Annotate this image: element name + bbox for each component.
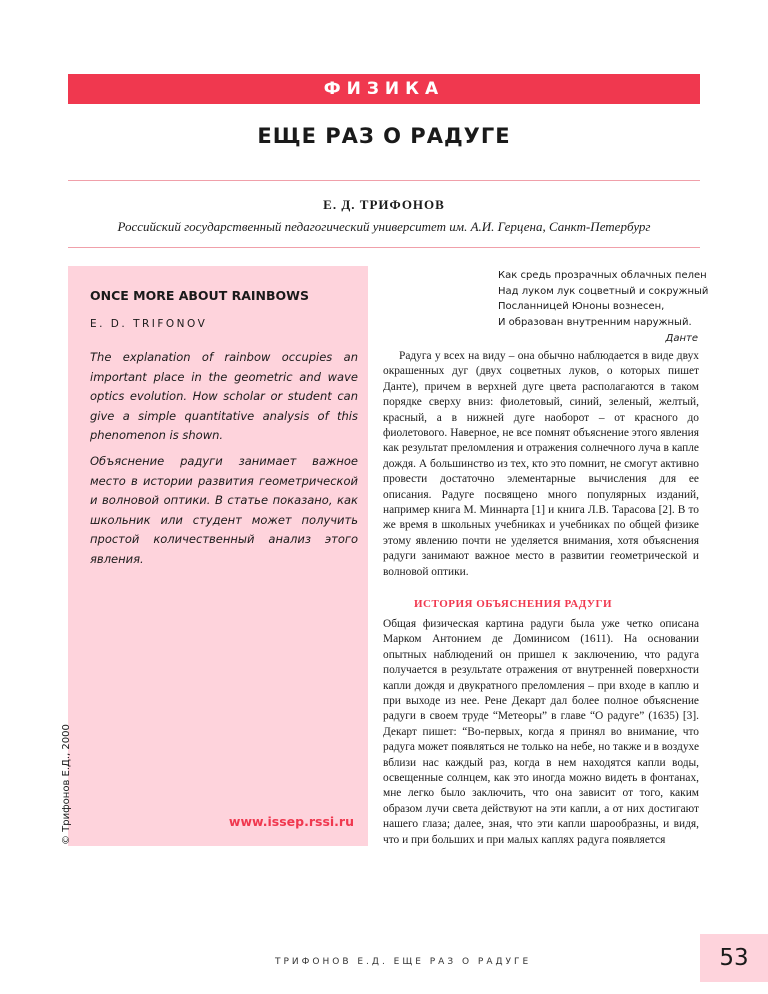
epigraph-line: Посланницей Юноны вознесен, bbox=[498, 301, 665, 313]
abstract-author: E. D. TRIFONOV bbox=[90, 318, 208, 330]
epigraph-line: И образован внутренним наружный. bbox=[498, 317, 692, 329]
section-heading: ИСТОРИЯ ОБЪЯСНЕНИЯ РАДУГИ bbox=[414, 598, 613, 610]
section-banner bbox=[68, 74, 700, 104]
abstract-box bbox=[68, 266, 368, 846]
body-history-paragraph: Общая физическая картина радуги была уже четко описана Марком Антонием де Доминисом (1611). На основании опытных наблюдений он пришел к заключению, что радуга получается в результате отражения от внутренней поверхности капли дождя и двукратного преломления – при входе в каплю и при выходе из нее. Рене Декарт дал более полное объяснение радуги в своем труде “Метеоры” в главе “О радуге” (1635) [3]. Декарт пишет: “Во-первых, когда я принял во внимание, что радуга может появляться не только на небе, но также и в воздухе вблизи нас каждый раз, когда в нем находятся капли воды, освещенные солнцем, как это иногда можно видеть в фонтанах, мне легко было заключить, что она зависит от того, каким образом лучи света действуют на эти капли, а от них достигают нашего глаза; далее, зная, что эти капли шарообразны, и видя, что и при больших и при малых каплях радуга появляется bbox=[383, 618, 699, 846]
epigraph-line: Над луком лук соцветный и сокружный bbox=[498, 285, 709, 297]
abstract-english: The explanation of rainbow occupies an important place in the geometric and wave optics evolution. How scholar or student can give a simple quantitative analysis of this phenomenon is shown. bbox=[90, 350, 358, 442]
epigraph-author: Данте bbox=[665, 332, 698, 344]
journal-url-link[interactable]: www.issep.rssi.ru bbox=[228, 814, 354, 829]
article-title: ЕЩЕ РАЗ О РАДУГЕ bbox=[257, 124, 511, 148]
author-affiliation: Российский государственный педагогический университет им. А.И. Герцена, Санкт-Петербург bbox=[117, 219, 651, 234]
author-name: Е. Д. ТРИФОНОВ bbox=[323, 197, 445, 212]
page-number: 53 bbox=[700, 934, 768, 982]
epigraph bbox=[498, 268, 709, 347]
title-divider bbox=[68, 180, 700, 181]
abstract-russian: Объяснение радуги занимает важное место в истории развития геометрической и волновой оптики. В статье показано, как школьник или студент может получить простой количественный анализ этого явления. bbox=[90, 454, 358, 566]
epigraph-line: Как средь прозрачных облачных пелен bbox=[498, 270, 707, 281]
running-footer: ТРИФОНОВ Е.Д. ЕЩЕ РАЗ О РАДУГЕ bbox=[275, 957, 532, 967]
byline-divider bbox=[68, 247, 700, 248]
section-label: ФИЗИКА bbox=[323, 79, 445, 99]
copyright-notice: © Трифонов Е.Д., 2000 bbox=[61, 724, 72, 845]
body-intro-paragraph: Радуга у всех на виду – она обычно наблюдается в виде двух окрашенных дуг (двух соцветных луков, о которых пишет Данте), причем в верхней дуге цвета располагаются в таком порядке сверху вниз: фиолетовый, синий, зеленый, желтый, красный, а в нижней дуге наоборот – от красного до фиолетового. Наверное, не все помнят объяснение этого явления как результат преломления и отражения солнечного луча в капле дождя. А большинство из тех, кто это помнит, не смогут активно провести достаточно элементарные вычисления для ее описания. Радуге посвящено много популярных изданий, например книга М. Миннарта [1] и книга Л.В. Тарасова [2]. В то же время в школьных учебниках и учебниках по общей физике этому явлению почти не уделяется внимания, хотя объяснения радуги занимают важное место в развитии геометрической и волновой оптики. bbox=[383, 350, 699, 578]
abstract-title: ONCE MORE ABOUT RAINBOWS bbox=[90, 288, 309, 303]
